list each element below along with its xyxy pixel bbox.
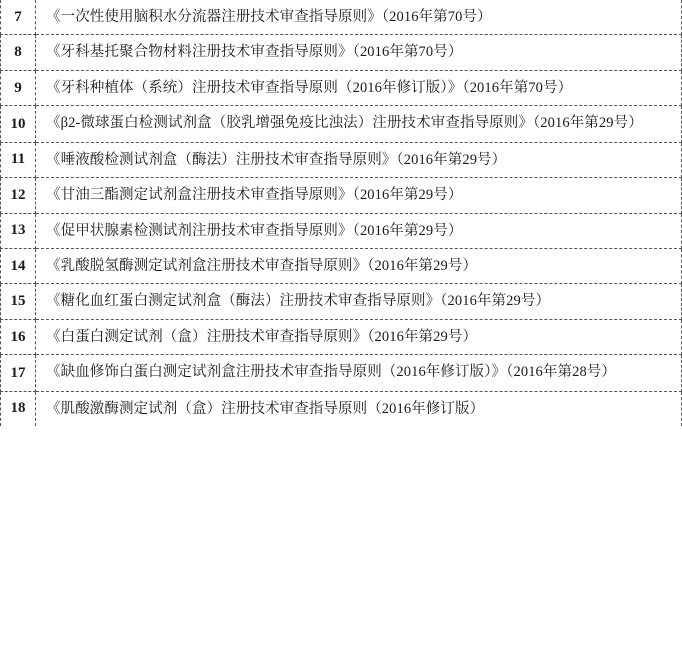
row-number: 9 [1,70,36,105]
row-number: 17 [1,355,36,391]
table-row [1,106,682,142]
table-row [1,319,682,354]
table-row [1,70,682,105]
table-row [1,178,682,213]
row-number: 15 [1,284,36,319]
row-number: 18 [1,391,36,426]
row-number: 7 [1,0,36,35]
row-number: 13 [1,213,36,248]
table-row [1,35,682,70]
table-row [1,355,682,391]
row-title: 《牙科基托聚合物材料注册技术审查指导原则》（2016年第70号） [36,35,682,70]
row-title: 《乳酸脱氢酶测定试剂盒注册技术审查指导原则》（2016年第29号） [36,249,682,284]
row-title: 《糖化血红蛋白测定试剂盒（酶法）注册技术审查指导原则》（2016年第29号） [36,284,682,319]
row-title: 《牙科种植体（系统）注册技术审查指导原则（2016年修订版）》（2016年第70号） [36,70,682,105]
table-row [1,0,682,35]
row-number: 12 [1,178,36,213]
row-title: 《肌酸激酶测定试剂（盒）注册技术审查指导原则（2016年修订版） [36,391,682,426]
row-number: 10 [1,106,36,142]
row-title: 《缺血修饰白蛋白测定试剂盒注册技术审查指导原则（2016年修订版）》（2016年第28号） [36,355,682,391]
row-title: 《白蛋白测定试剂（盒）注册技术审查指导原则》（2016年第29号） [36,319,682,354]
row-title: 《一次性使用脑积水分流器注册技术审查指导原则》（2016年第70号） [36,0,682,35]
row-number: 16 [1,319,36,354]
table-row [1,249,682,284]
row-title: 《促甲状腺素检测试剂注册技术审查指导原则》（2016年第29号） [36,213,682,248]
row-number: 14 [1,249,36,284]
row-title: 《唾液酸检测试剂盒（酶法）注册技术审查指导原则》（2016年第29号） [36,142,682,177]
row-title: 《甘油三酯测定试剂盒注册技术审查指导原则》（2016年第29号） [36,178,682,213]
table-body [1,0,682,426]
table-row [1,284,682,319]
table-row [1,391,682,426]
row-number: 8 [1,35,36,70]
row-number: 11 [1,142,36,177]
table-row [1,213,682,248]
row-title: 《β2-微球蛋白检测试剂盒（胶乳增强免疫比浊法）注册技术审查指导原则》（2016年第29号） [36,106,682,142]
table-row [1,142,682,177]
